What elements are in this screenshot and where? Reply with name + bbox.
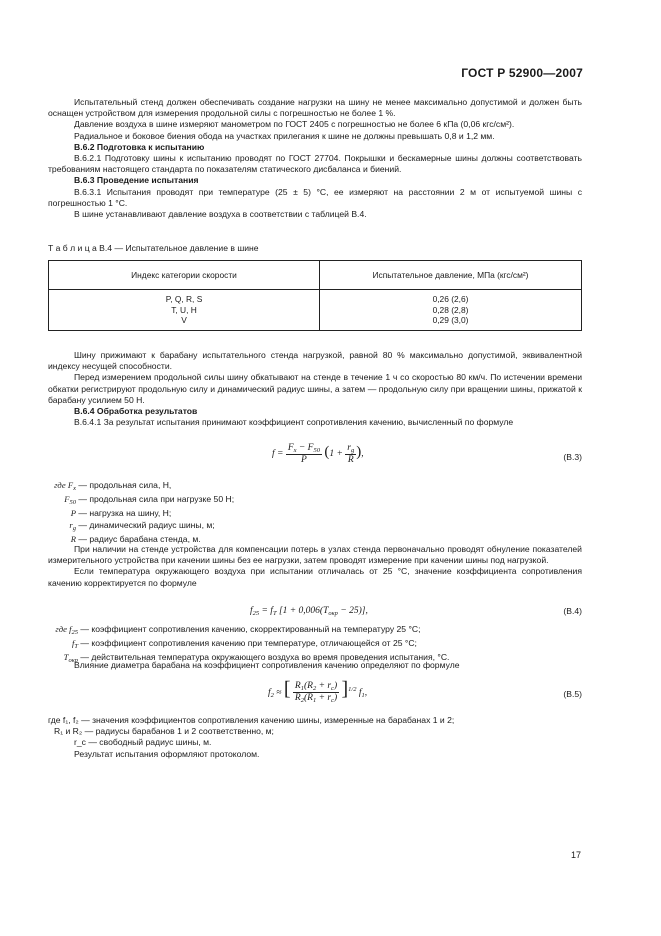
paragraph-stand-requirements: Испытательный стенд должен обеспечивать создание нагрузки на шину не менее максимально допустимой и должен быть оснащен устройством для измерения продольной силы с погрешностью не более 1 %. — [48, 97, 582, 119]
formula-b5: $f_2$ ≈ [ $\frac{R_1(R_2 + r_c)}{R_2(R_1 + r_c)}$ ]$^{1/2}$ $f_1$, — [268, 678, 368, 705]
middle-text-block — [48, 350, 582, 428]
table-caption: Т а б л и ц а В.4 — Испытательное давление в шине — [48, 243, 259, 253]
where-item: $f_T$ — коэффициент сопротивления качению при температуре, отличающейся от 25 °С; — [71, 638, 417, 651]
table-cell: 0,26 (2,6) — [432, 294, 469, 305]
table-cell: T, U, H — [171, 304, 197, 315]
where-item: R — радиус барабана стенда, м. — [70, 533, 201, 544]
equation-number-b5: (В.5) — [563, 689, 582, 699]
where-item: R₁ и R₂ — радиусы барабанов 1 и 2 соответственно, м; — [54, 726, 274, 737]
where-item: где $F_x$ — продольная сила, Н, — [54, 480, 172, 492]
where-item: $T_{окр}$ — действительная температура окружающего воздуха во время проведения испытания, °С. — [63, 652, 450, 665]
table-cell: P, Q, R, S — [165, 294, 203, 305]
table-speed-index-cell — [49, 290, 320, 331]
where-item: $r_g$ — динамический радиус шины, м; — [69, 519, 215, 532]
compensation-block — [48, 544, 582, 589]
table-pressure-cell — [320, 290, 582, 331]
where-list-b5 — [48, 715, 454, 760]
paragraph-set-pressure: В шине устанавливают давление воздуха в соответствии с таблицей В.4. — [74, 209, 367, 220]
equation-number-b3: (В.3) — [563, 452, 582, 462]
where-item: где $f_{25}$ — коэффициент сопротивления качению, скорректированный на температуру 25 °С; — [55, 624, 421, 636]
formula-b4: $f_{25} = f_T$ $[1 + 0,006(T_{окр} - 25)]$, — [250, 606, 368, 617]
where-item: где f₁, f₂ — значения коэффициентов сопротивления качению шины, измеренные на барабанах 1 и 2; — [48, 715, 455, 725]
page-number: 17 — [570, 850, 581, 860]
paragraph-b621: В.6.2.1 Подготовку шины к испытанию проводят по ГОСТ 27704. Покрышки и бескамерные шины должны соответствовать требованиям настоящего стандарта по показателям статического дисбаланса и биений. — [48, 153, 582, 175]
paragraph-run-in: Перед измерением продольной силы шину обкатывают на стенде в течение 1 ч со скоростью 80 км/ч. По истечении времени обкатки регистрируют продольную силу и динамический радиус шины, а затем — продольную силу при вращении шины, прижатой к барабану усилием 50 Н. — [48, 372, 582, 405]
document-code-header: ГОСТ Р 52900—2007 — [461, 66, 583, 80]
heading-b63: В.6.3 Проведение испытания — [74, 175, 199, 186]
formula-b3: f = $\frac{F_x - F_{50}}{P}$ (1 + $\frac{r_g}{R}$ ), — [272, 443, 364, 465]
paragraph-b641: В.6.4.1 За результат испытания принимают коэффициент сопротивления качению, вычисленный по формуле — [74, 417, 514, 428]
table-header-pressure: Испытательное давление, МПа (кгс/см²) — [320, 261, 582, 290]
paragraph-rim-runout: Радиальное и боковое биения обода на участках прилегания к шине не должны превышать 0,8 и 1,2 мм. — [74, 130, 495, 141]
paragraph-compensation: При наличии на стенде устройства для компенсации потерь в узлах стенда первоначально проводят обнуление показателей измерительного устройства при качении шины без ее нагрузки, затем проводят измерение при качении шины под нагрузкой. — [48, 544, 582, 566]
fraction-radius: $\frac{r_g}{R}$ — [347, 443, 355, 465]
where-item: $F_{50}$ — продольная сила при нагрузке 50 Н; — [64, 494, 235, 507]
where-item: r_c — свободный радиус шины, м. — [74, 737, 212, 748]
heading-b62: В.6.2 Подготовка к испытанию — [74, 141, 205, 152]
final-statement: Результат испытания оформляют протоколом. — [74, 748, 260, 759]
where-item: P — нагрузка на шину, Н; — [70, 508, 172, 519]
where-list-b3 — [48, 480, 234, 545]
table-header-speed-index: Индекс категории скорости — [49, 261, 320, 290]
paragraph-drum-load: Шину прижимают к барабану испытательного стенда нагрузкой, равной 80 % максимально допустимой, эквивалентной индексу несущей способности. — [48, 350, 582, 372]
table-cell: 0,28 (2,8) — [432, 304, 469, 315]
fraction-drum-ratio: $\frac{R_1(R_2 + r_c)}{R_2(R_1 + r_c)}$ — [294, 681, 338, 705]
drum-block — [48, 660, 582, 671]
paragraph-b631: В.6.3.1 Испытания проводят при температуре (25 ± 5) °С, ее измеряют на расстоянии 2 м от испытуемой шины с погрешностью 1 °С. — [48, 186, 582, 208]
table-cell: 0,29 (3,0) — [432, 315, 469, 326]
heading-b64: В.6.4 Обработка результатов — [74, 406, 198, 417]
pressure-table — [48, 260, 582, 331]
paragraph-temperature: Если температура окружающего воздуха при испытании отличалась от 25 °С, значение коэффициента сопротивления качению корректируется по формуле — [48, 566, 582, 588]
paragraph-drum-influence: Влияние диаметра барабана на коэффициент сопротивления качению определяют по формуле — [74, 660, 460, 670]
paragraph-pressure-measurement: Давление воздуха в шине измеряют манометром по ГОСТ 2405 с погрешностью не более 6 кПа (0,06 кгс/см²). — [74, 119, 515, 130]
equation-number-b4: (В.4) — [563, 606, 582, 616]
table-cell: V — [181, 315, 187, 326]
fraction-force: $\frac{F_x - F_{50}}{P}$ — [287, 443, 320, 465]
intro-text-block — [48, 97, 582, 220]
